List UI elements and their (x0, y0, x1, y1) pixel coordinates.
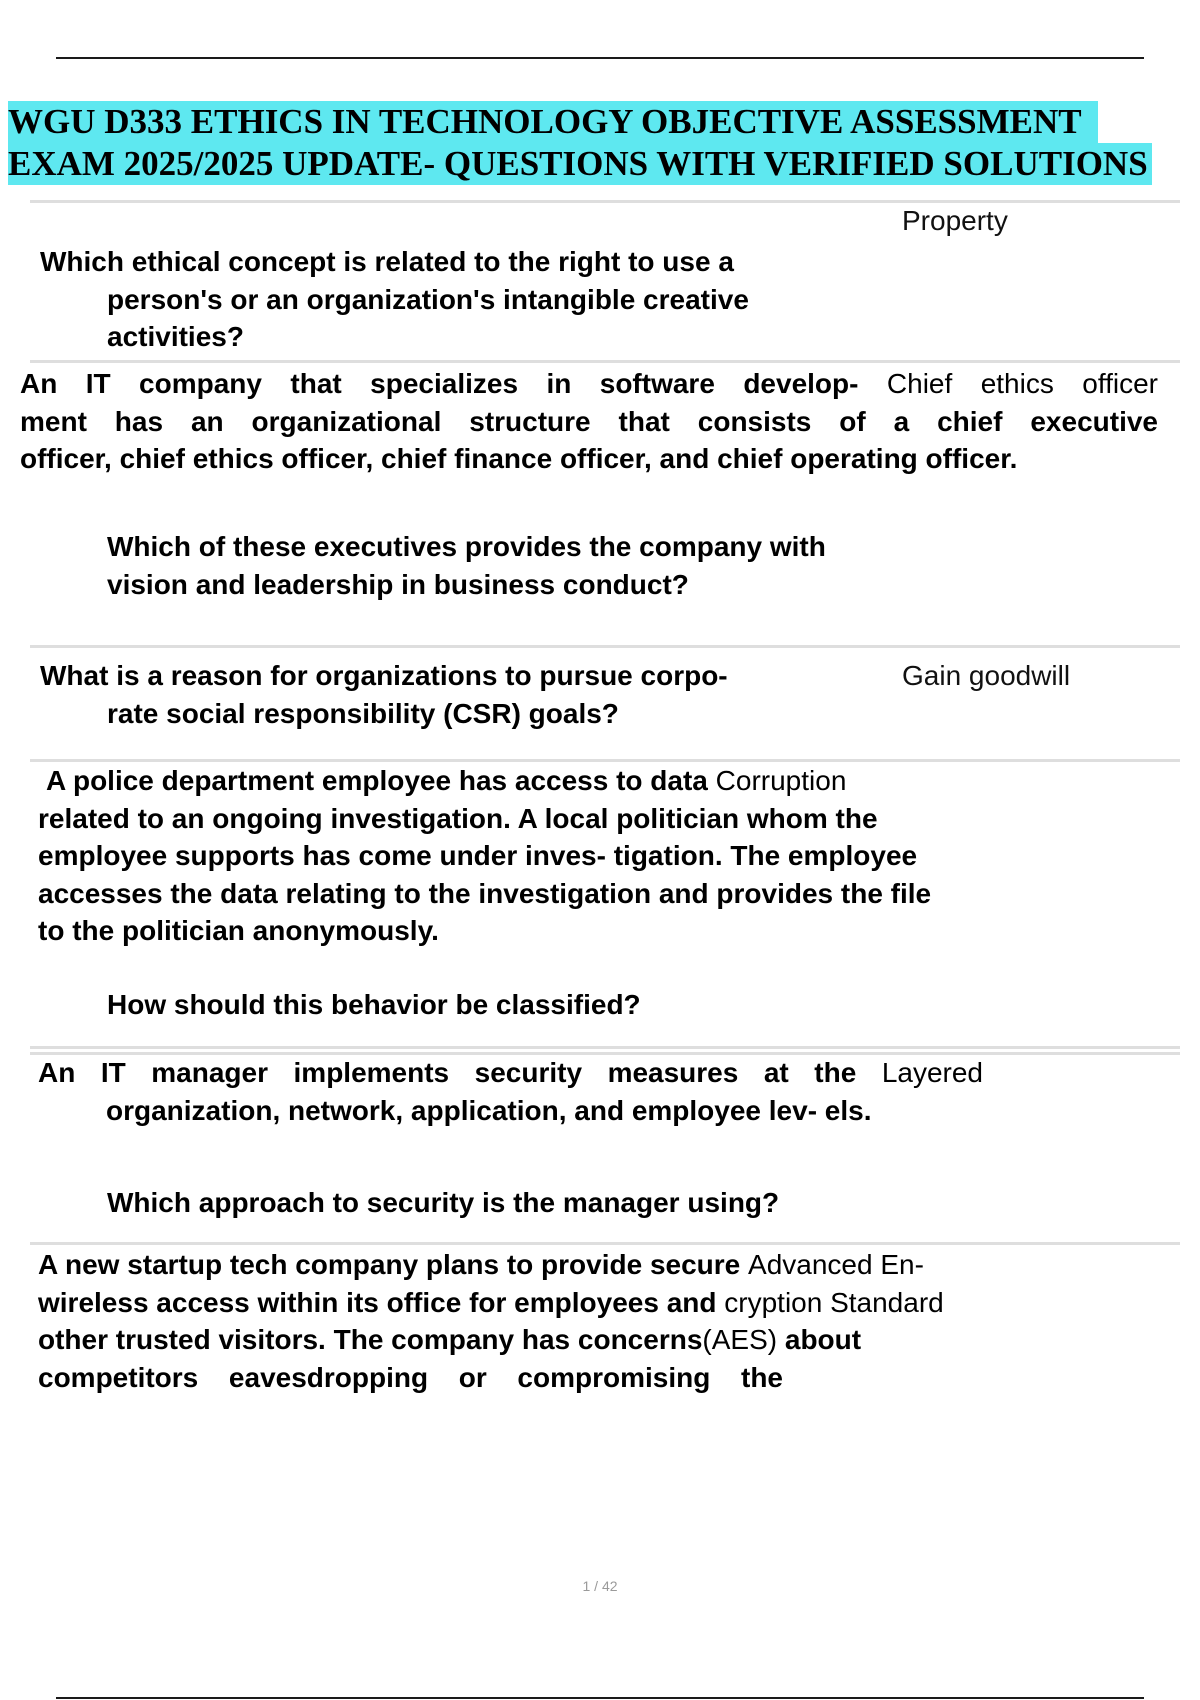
separator (30, 1242, 1180, 1245)
top-rule (56, 57, 1144, 59)
question-line: Which ethical concept is related to the right to use a (40, 246, 734, 277)
question-line: vision and leadership in business conduct? (107, 568, 689, 600)
question-line: ment has an organizational structure that consists of a chief executive (20, 405, 1158, 437)
question-2-followup (107, 528, 1007, 603)
question-6 (38, 1246, 1138, 1396)
answer-2: Chief ethics officer (886, 368, 1159, 399)
question-line: accesses the data relating to the investigation and provides the file (38, 877, 932, 909)
question-line: to the politician anonymously. (38, 915, 439, 946)
question-line: competitors eavesdropping or compromising the (38, 1361, 783, 1393)
question-line: What is a reason for organizations to pursue corpo- (40, 660, 728, 691)
question-line: about (784, 1324, 862, 1355)
answer-6-line: cryption Standard (724, 1286, 944, 1318)
question-line: rate social responsibility (CSR) goals? (107, 697, 619, 729)
question-3 (40, 657, 860, 732)
question-line: officer, chief ethics officer, chief finance officer, and chief operating officer. (20, 443, 1018, 474)
question-line: employee supports has come under inves- tigation. The employee (38, 840, 918, 871)
question-line: other trusted visitors. The company has concerns (38, 1324, 703, 1355)
question-1 (40, 243, 858, 356)
document-title (8, 101, 1152, 185)
question-line: A police department employee has access to data (46, 765, 708, 796)
question-line: A new startup tech company plans to provide secure (38, 1249, 741, 1280)
answer-1: Property (902, 205, 1008, 236)
separator (30, 645, 1180, 648)
bottom-rule (56, 1697, 1144, 1699)
question-2 (20, 365, 1158, 478)
answer-6-line: Advanced En- (748, 1249, 924, 1280)
answer-6-line: (AES) (702, 1324, 778, 1355)
question-5-followup (107, 1184, 1007, 1222)
question-line: person's or an organization's intangible creative (107, 283, 749, 315)
question-line: Which approach to security is the manager using? (107, 1187, 780, 1218)
question-4 (38, 762, 1138, 950)
answer-4: Corruption (715, 765, 847, 796)
question-line: organization, network, application, and employee lev- els. (106, 1094, 872, 1126)
question-line: wireless access within its office for employees and (38, 1286, 717, 1318)
answer-5: Layered (881, 1057, 983, 1088)
question-4-followup (107, 986, 1007, 1024)
title-line-2: EXAM 2025/2025 UPDATE- QUESTIONS WITH VERIFIED SOLUTIONS (8, 143, 1152, 185)
question-line: activities? (107, 321, 244, 352)
question-5 (38, 1054, 1138, 1129)
question-line: An IT manager implements security measures at the (38, 1057, 857, 1088)
separator (30, 360, 1180, 363)
question-line: How should this behavior be classified? (107, 989, 641, 1020)
title-line-1: WGU D333 ETHICS IN TECHNOLOGY OBJECTIVE ASSESSMENT (8, 101, 1098, 143)
separator (30, 1046, 1180, 1049)
question-line: related to an ongoing investigation. A local politician whom the (38, 802, 878, 834)
question-line: An IT company that specializes in software develop- (20, 368, 859, 399)
question-line: Which of these executives provides the company with (107, 531, 826, 562)
answer-3: Gain goodwill (902, 660, 1071, 691)
page-indicator: 1 / 42 (582, 1578, 618, 1594)
